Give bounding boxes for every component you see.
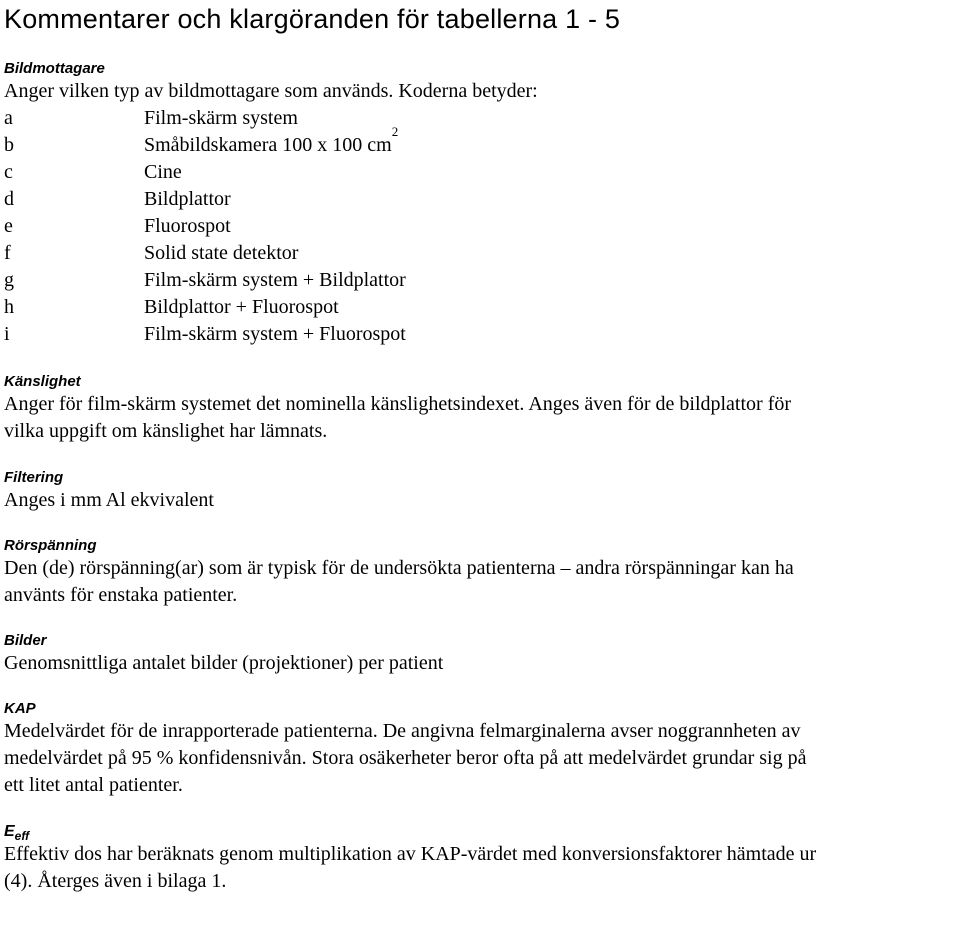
section-text: Medelvärdet för de inrapporterade patienterna. De angivna felmarginalerna avser noggrannheten av bbox=[4, 720, 801, 742]
document-page bbox=[4, 0, 956, 895]
section-heading: KAP bbox=[4, 700, 36, 717]
section-heading: Känslighet bbox=[4, 373, 81, 390]
code-row bbox=[4, 240, 956, 267]
section-text: ett litet antal patienter. bbox=[4, 774, 183, 796]
code-letter: e bbox=[4, 215, 13, 237]
section-text: Effektiv dos har beräknats genom multiplikation av KAP-värdet med konversionsfaktorer hämtade ur bbox=[4, 843, 817, 865]
section-text: Anges i mm Al ekvivalent bbox=[4, 489, 214, 511]
code-row bbox=[4, 186, 956, 213]
code-description: Film-skärm system + Fluorospot bbox=[144, 323, 406, 345]
code-superscript: 2 bbox=[391, 124, 399, 139]
section-heading: Filtering bbox=[4, 469, 64, 486]
section-kanslighet bbox=[4, 373, 956, 445]
section-text: medelvärdet på 95 % konfidensnivån. Stora osäkerheter beror ofta på att medelvärdet grundar sig på bbox=[4, 747, 807, 769]
code-letter: b bbox=[4, 134, 14, 156]
code-letter: a bbox=[4, 107, 13, 129]
section-heading: Rörspänning bbox=[4, 537, 97, 554]
section-heading bbox=[4, 823, 956, 844]
code-list bbox=[4, 105, 956, 348]
section-text: (4). Återges även i bilaga 1. bbox=[4, 870, 227, 892]
code-row bbox=[4, 267, 956, 294]
code-description: Bildplattor bbox=[144, 188, 231, 210]
code-description: Fluorospot bbox=[144, 215, 231, 237]
code-description: Cine bbox=[144, 161, 182, 183]
code-letter: h bbox=[4, 296, 14, 318]
section-rorspanning bbox=[4, 537, 956, 609]
section-text: Anger för film-skärm systemet det nominella känslighetsindexet. Anges även för de bildplattor för bbox=[4, 393, 792, 415]
section-heading: Bildmottagare bbox=[4, 60, 105, 77]
section-kap bbox=[4, 700, 956, 799]
section-text: använts för enstaka patienter. bbox=[4, 584, 238, 606]
section-heading: Bilder bbox=[4, 632, 47, 649]
code-row bbox=[4, 321, 956, 348]
section-text: Genomsnittliga antalet bilder (projektioner) per patient bbox=[4, 652, 444, 674]
code-row bbox=[4, 294, 956, 321]
code-description: Solid state detektor bbox=[144, 242, 299, 264]
code-description: Film-skärm system bbox=[144, 107, 298, 129]
code-letter: c bbox=[4, 161, 13, 183]
code-row bbox=[4, 124, 956, 159]
code-row bbox=[4, 159, 956, 186]
page-title: Kommentarer och klargöranden för tabellerna 1 - 5 bbox=[4, 4, 621, 34]
code-letter: d bbox=[4, 188, 14, 210]
code-description: Film-skärm system + Bildplattor bbox=[144, 269, 406, 291]
section-filtering bbox=[4, 469, 956, 514]
section-text: Anger vilken typ av bildmottagare som används. Koderna betyder: bbox=[4, 80, 538, 102]
section-text: Den (de) rörspänning(ar) som är typisk för de undersökta patienterna – andra rörspänningar kan ha bbox=[4, 557, 794, 579]
code-letter: g bbox=[4, 269, 14, 291]
section-eeff bbox=[4, 823, 956, 895]
code-row bbox=[4, 105, 956, 132]
section-bilder bbox=[4, 632, 956, 677]
code-letter: i bbox=[4, 323, 10, 345]
section-bildmottagare bbox=[4, 60, 956, 348]
code-description: Småbildskamera 100 x 100 cm bbox=[144, 134, 392, 156]
code-letter: f bbox=[4, 242, 11, 264]
section-text: vilka uppgift om känslighet har lämnats. bbox=[4, 420, 328, 442]
code-description: Bildplattor + Fluorospot bbox=[144, 296, 339, 318]
code-row bbox=[4, 213, 956, 240]
heading-subscript: eff bbox=[14, 829, 30, 844]
heading-main: E bbox=[4, 823, 15, 840]
